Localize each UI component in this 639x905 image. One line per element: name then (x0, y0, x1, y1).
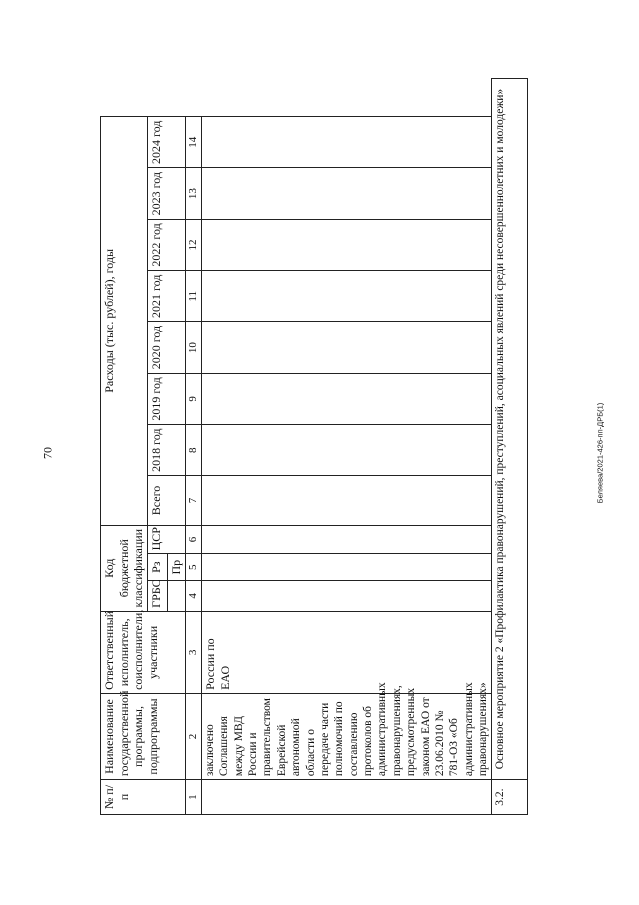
header-budget-code: Код бюджетной классификации (101, 525, 148, 611)
row-32-num: 3.2. (492, 780, 528, 815)
row-year-cell (201, 219, 492, 270)
header-rz: Рз (147, 554, 167, 581)
row-responsible-cell: России по ЕАО (201, 611, 492, 693)
col-number: 6 (185, 525, 201, 554)
rotated-table-container (100, 78, 543, 815)
col-number: 9 (185, 373, 201, 424)
header-expenses: Расходы (тыс. рублей), годы (101, 117, 148, 526)
row-grbs-cell (201, 581, 492, 612)
page-number: 70 (40, 447, 55, 459)
row-name-cell: заключено Соглашения между МВД России и правительством Еврейской автономной области о передаче части полномочий по составлению протоколов об административных правонарушениях, предусмотренных законом ЕАО от 23.06.2010 № 781-ОЗ «Об административных правонарушениях» (201, 693, 492, 779)
header-grbs-empty (167, 581, 185, 612)
header-year: 2022 год (147, 219, 185, 270)
row-num-cell (201, 780, 492, 815)
col-number: 1 (185, 780, 201, 815)
side-reference: Беляева/2021-426-пп-ДРБ(1) (595, 402, 605, 504)
row-year-cell (201, 168, 492, 219)
header-year: 2018 год (147, 425, 185, 476)
row-year-cell (201, 271, 492, 322)
col-number: 8 (185, 425, 201, 476)
header-total: Всего (147, 476, 185, 525)
header-name: Наименование государственной программы, подпрограммы (101, 693, 186, 779)
header-year: 2024 год (147, 117, 185, 168)
header-responsible: Ответственный исполнитель, соисполнители, участники (101, 611, 186, 693)
header-csr: ЦСР (147, 525, 185, 554)
row-csr-cell (201, 525, 492, 554)
budget-table (100, 78, 528, 815)
blank-cell (101, 79, 492, 117)
header-year: 2023 год (147, 168, 185, 219)
row-32-text: Основное мероприятие 2 «Профилактика правонарушений, преступлений, асоциальных явлений среди несовершеннолетних и молодежи» (492, 79, 528, 780)
col-number: 3 (185, 611, 201, 693)
col-number: 4 (185, 581, 201, 612)
col-number: 11 (185, 271, 201, 322)
header-num: № п/п (101, 780, 186, 815)
row-total-cell (201, 476, 492, 525)
header-year: 2021 год (147, 271, 185, 322)
col-number: 12 (185, 219, 201, 270)
col-number: 14 (185, 117, 201, 168)
header-year: 2020 год (147, 322, 185, 373)
header-grbs: ГРБС (147, 581, 167, 612)
header-year: 2019 год (147, 373, 185, 424)
header-pr: Пр (167, 554, 185, 581)
col-number: 2 (185, 693, 201, 779)
row-year-cell (201, 117, 492, 168)
row-year-cell (201, 425, 492, 476)
col-number: 5 (185, 554, 201, 581)
col-number: 7 (185, 476, 201, 525)
row-rz-pr-cell (201, 554, 492, 581)
row-year-cell (201, 373, 492, 424)
col-number: 10 (185, 322, 201, 373)
row-year-cell (201, 322, 492, 373)
col-number: 13 (185, 168, 201, 219)
